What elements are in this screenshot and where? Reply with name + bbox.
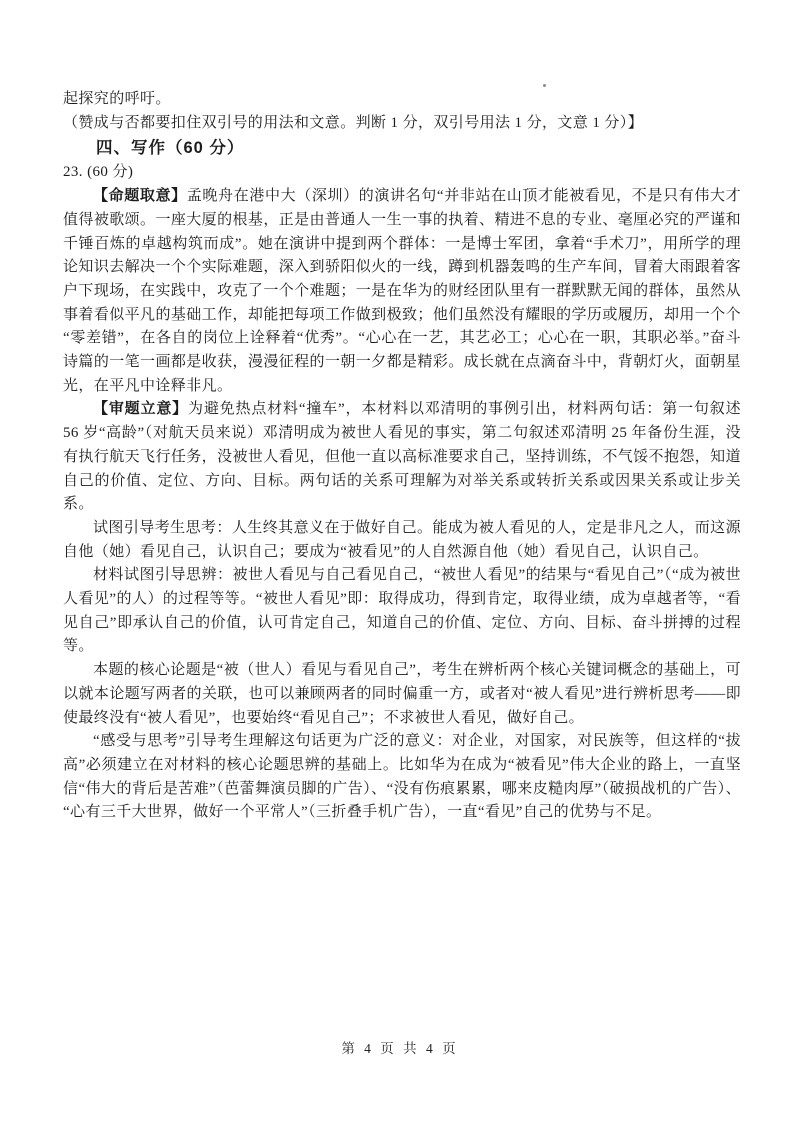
carryover-line: 起探究的呼吁。 <box>63 91 171 107</box>
scan-artifact-dot <box>543 84 546 87</box>
scoring-note: （赞成与否都要扣住双引号的用法和文意。判断 1 分，双引号用法 1 分，文意 1 分）】 <box>63 114 644 131</box>
paragraph-feel-and-think: “感受与思考”引导考生理解这句话更为广泛的意义：对企业，对国家，对民族等，但这样的“拔高”必须建立在对材料的核心论题思辨的基础上。比如华为在成为“被看见”伟大企业的路上，一直坚信“伟大的背后是苦难”（芭蕾舞演员脚的广告）、“没有伤痕累累，哪来皮糙肉厚”（破损战机的广告）、“心有三千大世界，做好一个平常人”（三折叠手机广告），一直“看见”自己的优势与不足。 <box>63 733 741 821</box>
paragraph-core-thesis: 本题的核心论题是“被（世人）看见与看见自己”，考生在辨析两个核心关键词概念的基础上，可以就本论题写两者的关联，也可以兼顾两者的同时偏重一方，或者对“被人看见”进行辨析思考——即使最终没有“被人看见”，也要始终“看见自己”；不求被世人看见，做好自己。 <box>63 662 741 726</box>
paragraph-topic-analysis-label: 【审题立意】 <box>93 401 189 418</box>
paragraph-guide-thinking: 试图引导考生思考：人生终其意义在于做好自己。能成为被人看见的人，定是非凡之人，而这源自他（她）看见自己，认识自己；要成为“被看见”的人自然源自他（她）看见自己，认识自己。 <box>63 519 741 560</box>
paragraph-guide-speculation: 材料试图引导思辨：被世人看见与自己看见自己，“被世人看见”的结果与“看见自己”（“成为被世人看见”的人）的过程等等。“被世人看见”即：取得成功，得到肯定，取得业绩，成为卓越者等，“看见自己”即承认自己的价值，认可肯定自己，知道自己的价值、定位、方向、目标、奋斗拼搏的过程等。 <box>63 567 741 655</box>
paragraph-intent-label: 【命题取意】 <box>93 188 187 205</box>
document-body <box>63 88 741 825</box>
paragraph-intent <box>63 185 741 398</box>
section-heading-writing: 四、写作（60 分） <box>96 139 245 158</box>
paragraph-intent-text: 孟晚舟在港中大（深圳）的演讲名句“并非站在山顶才能被看见，不是只有伟大才值得被歌颂。一座大厦的根基，正是由普通人一生一事的执着、精进不息的专业、毫厘必究的严谨和千锤百炼的卓越构筑而成”。她在演讲中提到两个群体：一是博士军团，拿着“手术刀”，用所学的理论知识去解决一个个实际难题，深入到骄阳似火的一线，蹲到机器轰鸣的生产车间，冒着大雨跟着客户下现场，在实践中，攻克了一个个难题；一是在华为的财经团队里有一群默默无闻的群体，虽然从事着看似平凡的基础工作，却能把每项工作做到极致；他们虽然没有耀眼的学历或履历，却用一个个“零差错”，在各自的岗位上诠释着“优秀”。“心心在一艺，其艺必工；心心在一职，其职必举。”奋斗诗篇的一笔一画都是收获，漫漫征程的一朝一夕都是精彩。成长就在点滴奋斗中，背朝灯火，面朝星光，在平凡中诠释非凡。 <box>63 188 741 394</box>
question-number-line: 23. (60 分) <box>63 164 134 181</box>
paragraph-topic-analysis <box>63 398 741 517</box>
paragraph-topic-analysis-text: 为避免热点材料“撞车”，本材料以邓清明的事例引出，材料两句话：第一句叙述 56 岁“高龄”（对航天员来说）邓清明成为被世人看见的事实，第二句叙述邓清明 25 年备份生涯，没有执行航天飞行任务，没被世人看见，但他一直以高标准要求自己，坚持训练，不气馁不抱怨，知道自己的价值、定位、方向、目标。两句话的关系可理解为对举关系或转折关系或因果关系或让步关系。 <box>63 401 741 513</box>
page-footer: 第 4 页 共 4 页 <box>341 1041 459 1056</box>
